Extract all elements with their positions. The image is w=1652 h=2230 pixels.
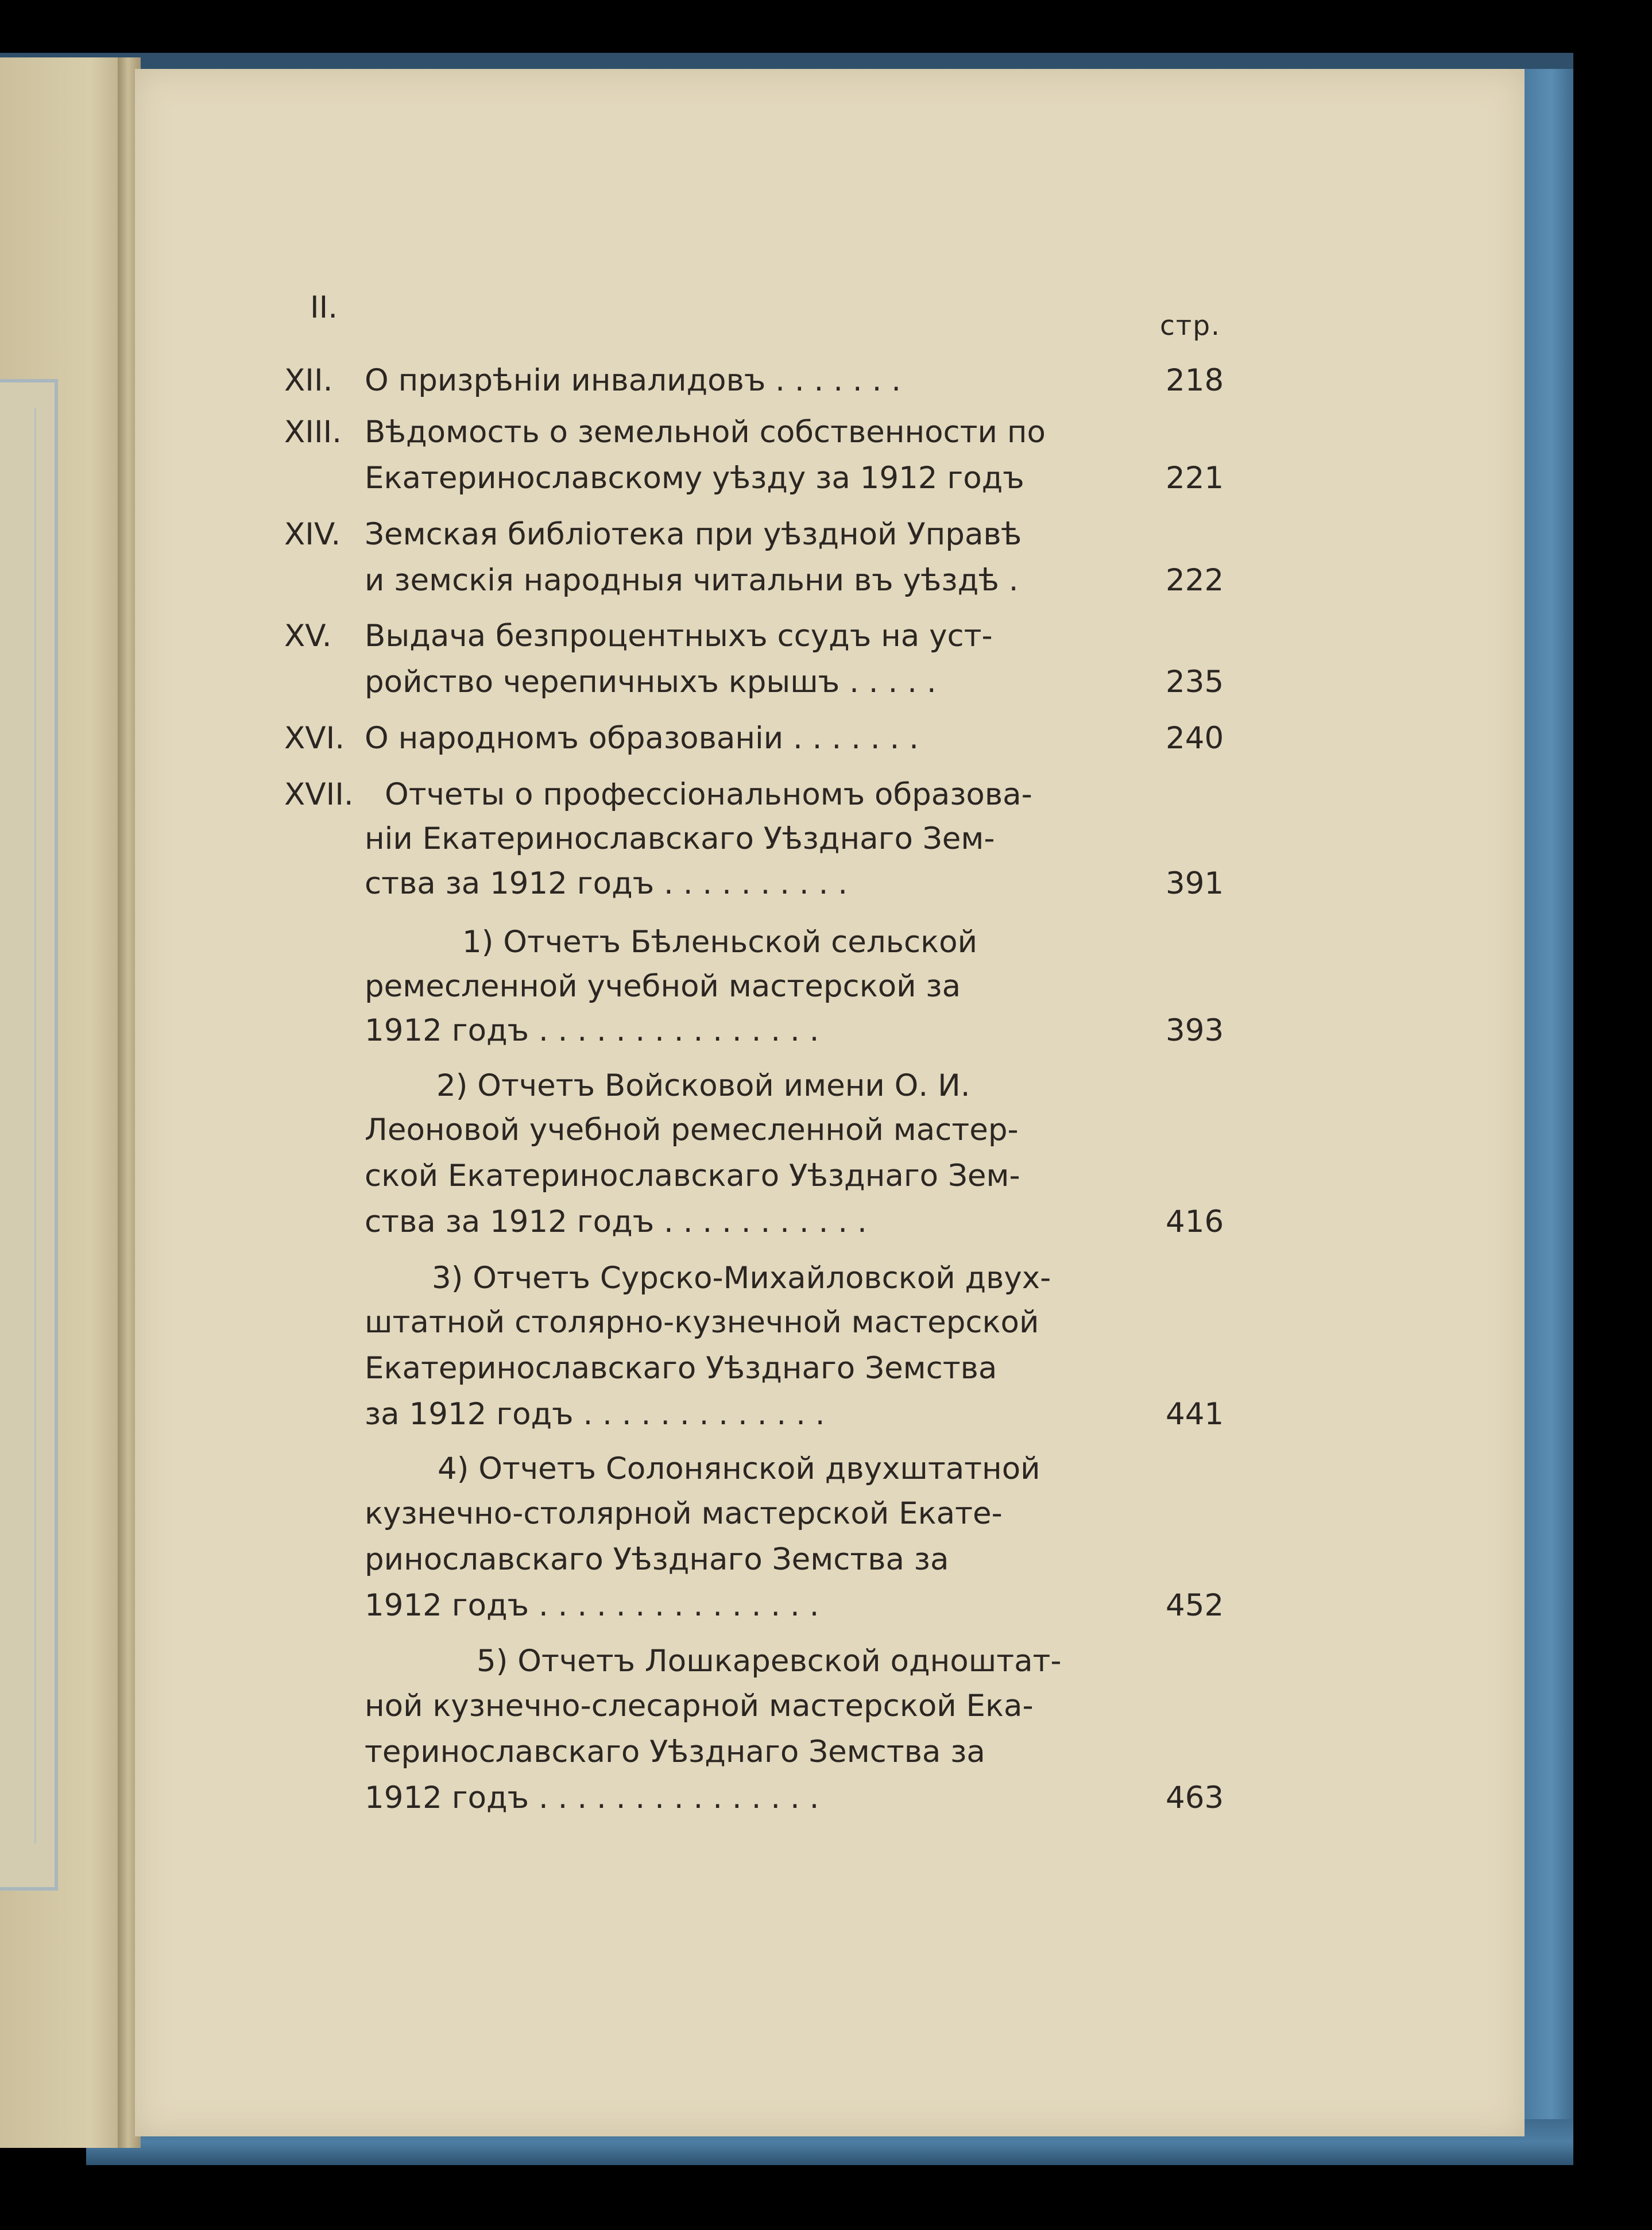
- entry-number: XII.: [284, 363, 333, 398]
- entry-title-line: Екатеринославскому уѣзду за 1912 годъ: [365, 461, 1024, 496]
- subentry-title-line: ства за 1912 годъ . . . . . . . . . . .: [365, 1204, 867, 1239]
- subentry-title-line: 1912 годъ . . . . . . . . . . . . . . .: [365, 1780, 819, 1815]
- subentry-title-line: 1) Отчетъ Бѣленьской сельской: [462, 925, 978, 960]
- subentry-title-line: ремесленной учебной мастерской за: [365, 969, 961, 1004]
- subentry-page-number: 441: [1166, 1397, 1224, 1432]
- page-column-header: стр.: [1160, 310, 1221, 342]
- subentry-title-line: ской Екатеринославскаго Уѣзднаго Зем-: [365, 1158, 1020, 1193]
- entry-page-number: 235: [1166, 664, 1224, 699]
- entry-number: XV.: [284, 619, 332, 654]
- entry-page-number: 221: [1166, 461, 1224, 496]
- subentry-title-line: 4) Отчетъ Солонянской двухштатной: [438, 1451, 1040, 1486]
- entry-number: XVI.: [284, 721, 345, 756]
- subentry-title-line: 2) Отчетъ Войсковой имени О. И.: [436, 1068, 970, 1103]
- entry-page-number: 218: [1166, 363, 1224, 398]
- subentry-title-line: 5) Отчетъ Лошкаревской одноштат-: [477, 1644, 1062, 1679]
- entry-title-line: ройство черепичныхъ крышъ . . . . .: [365, 664, 937, 699]
- entry-page-number: 391: [1166, 866, 1224, 901]
- entry-title-line: О призрѣніи инвалидовъ . . . . . . .: [365, 363, 902, 398]
- subentry-title-line: теринославскаго Уѣзднаго Земства за: [365, 1734, 985, 1769]
- book-cover-edge-right: [1525, 69, 1573, 2142]
- subentry-page-number: 463: [1166, 1780, 1224, 1815]
- subentry-title-line: ринославскаго Уѣзднаго Земства за: [365, 1542, 949, 1577]
- entry-page-number: 222: [1166, 563, 1224, 598]
- subentry-title-line: 1912 годъ . . . . . . . . . . . . . . .: [365, 1013, 819, 1048]
- entry-number: XIV.: [284, 517, 341, 552]
- entry-title-line: Выдача безпроцентныхъ ссудъ на уст-: [365, 619, 993, 654]
- subentry-title-line: Екатеринославскаго Уѣзднаго Земства: [365, 1351, 997, 1386]
- entry-number: XIII.: [284, 415, 342, 450]
- entry-title-line: ніи Екатеринославскаго Уѣзднаго Зем-: [365, 821, 995, 856]
- entry-title-line: ства за 1912 годъ . . . . . . . . . .: [365, 866, 848, 901]
- facing-page-frame-inner: [0, 408, 36, 1843]
- subentry-page-number: 393: [1166, 1013, 1224, 1048]
- subentry-page-number: 452: [1166, 1588, 1224, 1623]
- entry-page-number: 240: [1166, 721, 1224, 756]
- facing-page: [0, 57, 129, 2148]
- subentry-title-line: штатной столярно-кузнечной мастерской: [365, 1305, 1039, 1340]
- entry-title-line: Отчеты о профессіональномъ образова-: [385, 777, 1032, 812]
- subentry-page-number: 416: [1166, 1204, 1224, 1239]
- entry-title-line: Земская библіотека при уѣздной Управѣ: [365, 517, 1022, 552]
- entry-title-line: О народномъ образованіи . . . . . . .: [365, 721, 919, 756]
- entry-number: XVII.: [284, 777, 354, 812]
- subentry-title-line: 3) Отчетъ Сурско-Михайловской двух-: [432, 1261, 1051, 1296]
- subentry-title-line: кузнечно-столярной мастерской Екате-: [365, 1496, 1003, 1531]
- section-label: II.: [310, 290, 338, 325]
- entry-title-line: и земскія народныя читальни въ уѣздѣ .: [365, 563, 1019, 598]
- entry-title-line: Вѣдомость о земельной собственности по: [365, 415, 1046, 450]
- subentry-title-line: ной кузнечно-слесарной мастерской Ека-: [365, 1688, 1034, 1723]
- subentry-title-line: 1912 годъ . . . . . . . . . . . . . . .: [365, 1588, 819, 1623]
- subentry-title-line: Леоновой учебной ремесленной мастер-: [365, 1112, 1019, 1147]
- subentry-title-line: за 1912 годъ . . . . . . . . . . . . .: [365, 1397, 825, 1432]
